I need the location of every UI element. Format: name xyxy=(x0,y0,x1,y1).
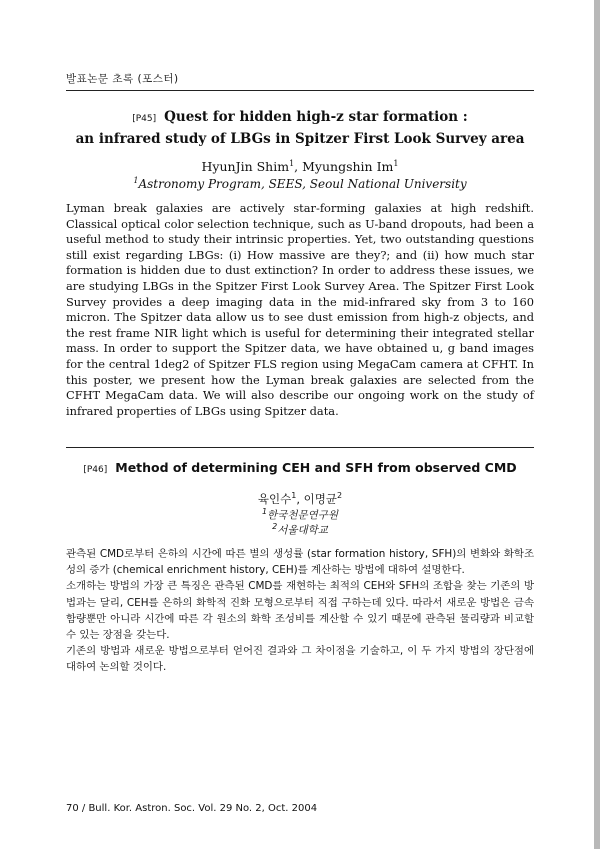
paper1-author2-sup: 1 xyxy=(393,159,399,168)
paper2-affil2: 서울대학교 xyxy=(277,524,328,537)
paper2-affiliation-2 xyxy=(66,519,534,539)
paper2-affil1: 한국천문연구원 xyxy=(267,509,339,522)
paper1-author1-sup: 1 xyxy=(289,159,295,168)
paper2-affil1-sup: 1 xyxy=(261,507,268,516)
paper2-para1: 관측된 CMD로부터 은하의 시간에 따른 별의 생성률 (star formation history, SFH)의 변화와 화학조성의 증가 (chemical enrichment history, CEH)를 계산하는 방법에 대하여 설명한다. xyxy=(66,548,534,577)
running-header: 발표논문 초록 (포스터) xyxy=(66,73,179,85)
header-rule xyxy=(66,90,534,91)
paper1-affil-sup: 1 xyxy=(133,176,139,185)
paper2-title-text: Method of determining CEH and SFH from observed CMD xyxy=(115,460,517,475)
paper2-author1-sup: 1 xyxy=(291,491,297,500)
paper1-author2: , Myungshin Im xyxy=(294,159,394,175)
paper2-author2-sup: 2 xyxy=(336,491,343,500)
paper1-affil: Astronomy Program, SEES, Seoul National University xyxy=(138,177,467,191)
paper2-title xyxy=(66,460,534,475)
section-divider xyxy=(66,447,534,448)
paper2-author2: , 이명균 xyxy=(296,491,337,506)
paper2-author1: 육인수 xyxy=(257,491,292,506)
paper1-title-line2: an infrared study of LBGs in Spitzer First Look Survey area xyxy=(75,131,525,147)
paper1-id: [P45] xyxy=(132,114,157,124)
paper1-affiliation xyxy=(66,173,534,192)
page-footer: 70 / Bull. Kor. Astron. Soc. Vol. 29 No. 2, Oct. 2004 xyxy=(66,803,318,814)
paper2-para3: 기존의 방법과 새로운 방법으로부터 얻어진 결과와 그 차이점을 기술하고, 이 두 가지 방법의 장단점에 대하여 논의할 것이다. xyxy=(66,645,534,674)
paper1-abstract-text: Lyman break galaxies are actively star-forming galaxies at high redshift. Classical optical color selection technique, such as U-band dropouts, had been a useful method to study their intrinsic properties. Yet, two outstanding questions still exist regarding LBGs: (i) How massive are they?; and (ii) how much star formation is hidden due to dust extinction? In order to address these issues, we are studying LBGs in the Spitzer First Look Survey Area. The Spitzer First Look Survey provides a deep imaging data in the mid-infrared sky from 3 to 160 micron. The Spitzer data allow us to see dust emission from high-z objects, and the rest frame NIR light which is useful for determining their integrated stellar mass. In order to support the Spitzer data, we have obtained u, g band images for the central 1deg2 of Spitzer FLS region using MegaCam camera at CFHT. In this poster, we present how the Lyman break galaxies are selected from the CFHT MegaCam data. We will also describe our ongoing work on the study of infrared properties of LBGs using Spitzer data. xyxy=(66,201,534,418)
paper2-abstract xyxy=(66,546,534,676)
page-edge-shadow xyxy=(594,0,600,849)
paper1-title-line1: Quest for hidden high-z star formation : xyxy=(164,109,468,125)
paper1-title xyxy=(66,107,534,149)
paper2-para2: 소개하는 방법의 가장 큰 특징은 관측된 CMD를 재현하는 최적의 CEH와 SFH의 조합을 찾는 기존의 방법과는 달리, CEH를 은하의 화학적 진화 모형으로부터 직접 구하는데 있다. 따라서 새로운 방법은 금속함량뿐만 아니라 시간에 따른 각 원소의 화학 조성비를 계산할 수 있기 때문에 관측된 물리량과 비교할 수 있는 장점을 갖는다. xyxy=(66,580,534,642)
paper2-id: [P46] xyxy=(83,465,108,475)
paper1-author1: HyunJin Shim xyxy=(201,159,290,175)
paper2-affil2-sup: 2 xyxy=(272,522,278,531)
paper1-abstract xyxy=(66,201,534,419)
